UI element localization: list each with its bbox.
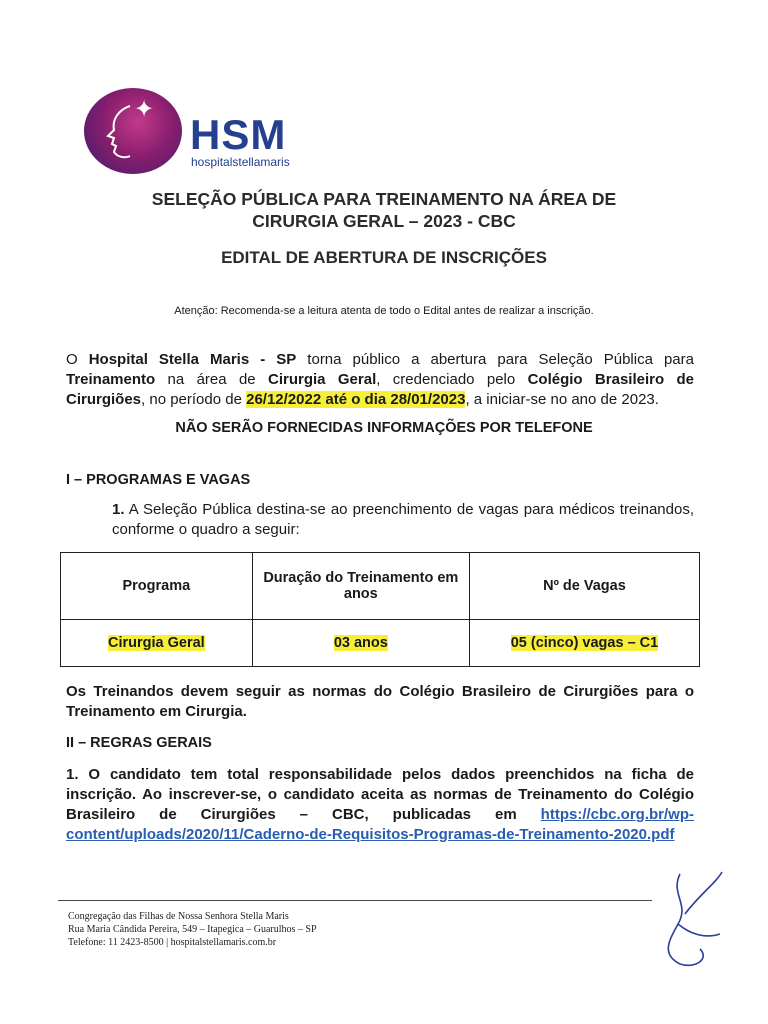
cell-vagas: 05 (cinco) vagas – C1 <box>469 620 699 667</box>
footer-contact: Telefone: 11 2423-8500 | hospitalstellamaris.com.br <box>68 937 277 948</box>
section-heading-programs: I – PROGRAMAS E VAGAS <box>66 472 251 488</box>
attention-note: Atenção: Recomenda-se a leitura atenta de todo o Edital antes de realizar a inscrição. <box>174 305 594 317</box>
footer-organization: Congregação das Filhas de Nossa Senhora Stella Maris <box>68 911 289 922</box>
item-1-paragraph: 1. A Seleção Pública destina-se ao preenchimento de vagas para médicos treinandos, conforme o quadro a seguir: <box>112 501 694 538</box>
norms-paragraph: Os Treinandos devem seguir as normas do Colégio Brasileiro de Cirurgiões para o Treinamento em Cirurgia. <box>66 683 694 720</box>
title-line-1: SELEÇÃO PÚBLICA PARA TREINAMENTO NA ÁREA DE <box>151 189 617 209</box>
table-row <box>61 620 700 667</box>
header-vagas: Nº de Vagas <box>469 553 699 620</box>
requirements-link[interactable]: https://cbc.org.br/wp-content/uploads/2020/11/Caderno-de-Requisitos-Programas-de-Treinamento-2020.pdf <box>66 806 694 843</box>
cell-programa: Cirurgia Geral <box>61 620 253 667</box>
logo-acronym: HSM <box>190 111 287 158</box>
table-header-row <box>61 553 700 620</box>
signature <box>650 864 730 974</box>
star-icon: ✦ <box>134 96 155 123</box>
logo-subtitle: hospitalstellamaris <box>191 155 290 169</box>
intro-paragraph: O Hospital Stella Maris - SP torna público a abertura para Seleção Pública para Treinamento na área de Cirurgia Geral, credenciado pelo Colégio Brasileiro de Cirurgiões, no período de 26/12/2022 até o dia 28/01/2023, a iniciar-se no ano de 2023. <box>66 351 694 408</box>
cell-duracao: 03 anos <box>252 620 469 667</box>
rule-1-paragraph: 1. O candidato tem total responsabilidade pelos dados preenchidos na ficha de inscrição. Ao inscrever-se, o candidato aceita as normas de Treinamento do Colégio Brasileiro de Cirurgiões – CBC, publicadas em https://cbc.org.br/wp-content/uploads/2020/11/Caderno-de-Requisitos-Programas-de-Treinamento-2020.pdf <box>66 766 694 843</box>
period-highlight: 26/12/2022 até o dia 28/01/2023 <box>246 391 466 408</box>
document-subtitle: EDITAL DE ABERTURA DE INSCRIÇÕES <box>221 248 547 267</box>
section-heading-rules: II – REGRAS GERAIS <box>66 735 212 751</box>
document-title <box>0 188 768 232</box>
header-programa: Programa <box>61 553 253 620</box>
programs-table <box>60 552 700 667</box>
footer-divider <box>58 900 652 901</box>
header-duracao: Duração do Treinamento em anos <box>252 553 469 620</box>
phone-notice: NÃO SERÃO FORNECIDAS INFORMAÇÕES POR TELEFONE <box>175 420 593 436</box>
title-line-2: CIRURGIA GERAL – 2023 - CBC <box>252 211 516 231</box>
footer-address: Rua Maria Cândida Pereira, 549 – Itapegica – Guarulhos – SP <box>68 924 317 935</box>
